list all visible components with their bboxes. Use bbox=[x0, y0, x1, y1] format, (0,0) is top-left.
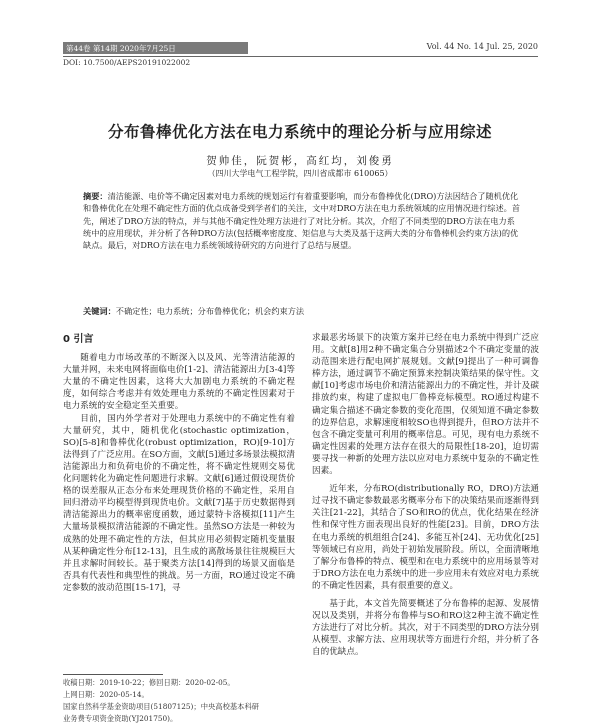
footnote-fund: 国家自然科学基金资助项目(51807125)；中央高校基本科研 bbox=[63, 702, 260, 711]
keywords-text: 不确定性；电力系统；分布鲁棒优化；机会约束方法 bbox=[115, 306, 305, 316]
header-volume-cn: 第44卷 第14期 2020年7月25日 bbox=[66, 44, 176, 53]
footnote-received: 收稿日期：2019-10-22；修回日期：2020-02-05。 bbox=[63, 678, 235, 687]
left-column bbox=[63, 334, 295, 594]
footnote-online: 上网日期：2020-05-14。 bbox=[63, 690, 149, 699]
header-volume-en: Vol. 44 No. 14 Jul. 25, 2020 bbox=[426, 42, 538, 51]
right-column bbox=[312, 332, 539, 658]
section-heading: 0 引言 bbox=[63, 334, 94, 345]
paragraph: 随着电力市场改革的不断深入以及风、光等清洁能源的大量并网，未来电网将面临电价[1-2]、清洁能源出力[3-4]等大量的不确定性因素，这将大大加剧电力系统的不确定程度，如何综合考虑并有效处理电力系统的不确定性因素对于电力系统的安全稳定至关重要。 bbox=[63, 353, 295, 412]
abstract-label: 摘要： bbox=[83, 191, 108, 201]
abstract-text: 清洁能源、电价等不确定因素对电力系统的规划运行有着重要影响，而分布鲁棒优化(DRO)方法因结合了随机优化和鲁棒优化在处理不确定性方面的优点成备受到学者们的关注，文中对DRO方法在电力系统领域的应用情况进行综述。首先，阐述了DRO方法的特点，并与其他不确定性处理方法进行了对比分析。其次，介绍了不同类型的DRO方法在电力系统中的应用现状，并分析了各种DRO方法(包括概率密度度、矩信息与大类及基于这两大类的分布鲁棒机会约束方法)的优缺点。最后，对DRO方法在电力系统领域待研究的方向进行了总结与展望。 bbox=[83, 191, 521, 251]
abstract bbox=[83, 190, 520, 251]
footnote-rule bbox=[63, 674, 163, 675]
paragraph: 基于此，本文首先简要概述了分布鲁棒的起源、发展情况以及类别，并将分布鲁棒与SO和RO这2种主流不确定性方法进行了对比分析。其次，对于不同类型的DRO方法分别从模型、求解方法、应用现状等方面进行介绍，并分析了各自的优缺点。 bbox=[312, 598, 539, 658]
header-rule bbox=[63, 56, 538, 57]
doi[interactable]: DOI: 10.7500/AEPS20191022002 bbox=[63, 58, 191, 67]
paragraph: 目前，国内外学者对于处理电力系统中的不确定性有着大量研究，其中，随机优化(stochastic optimization，SO)[5-8]和鲁棒优化(robust optimization，RO)[9-10]方法得到了广泛应用。在SO方面，文献[5]通过多场景法模拟清洁能源出力和负荷电价的不确定性，将不确定性规则交易优化问题转化为确定性问题进行求解。文献[6]通过假设现货价格的误差服从正态分布来处理现货价格的不确定性，采用自回归滑动平均模型得到现货电价。文献[7]基于历史数据得到清洁能源出力的概率密度函数，通过蒙特卡洛模拟[11]产生大量场景模拟清洁能源的不确定性。虽然SO方法是一种较为成熟的处理不确定性的方法，但其应用必须假定随机变量服从某种确定性分布[12-13]，且生成的离散场景往往规模巨大并且求解时间较长。基于聚类方法[14]得到的场景又面临是否具有代表性和典型性的挑战。另一方面，RO通过设定不确定参数的波动范围[15-17]，寻 bbox=[63, 413, 295, 593]
footnote-fund-cont: 业务费专项资金资助(YJ201750)。 bbox=[63, 714, 178, 723]
keywords-label: 关键词： bbox=[83, 306, 116, 316]
affiliation: （四川大学电气工程学院，四川省成都市 610065） bbox=[207, 169, 393, 178]
authors: 贺帅佳，阮贺彬，高红均，刘俊勇 bbox=[206, 155, 394, 167]
paragraph: 求最恶劣场景下的决策方案并已经在电力系统中得到广泛应用。文献[8]用2种不确定集合分别描述2个不确定变量的波动范围来进行配电网扩展规划。文献[9]提出了一种可调鲁棒方法，通过调节不确定预算来控制决策结果的保守性。文献[10]考虑市场电价和清洁能源出力的不确定性，并计及碳排放约束，构建了虚拟电厂鲁棒竞标模型。RO通过构建不确定集合描述不确定参数的变化范围，仅须知道不确定参数的边界信息，求解速度相较SO也得到提升，但RO方法并不包含不确定变量可利用的概率信息。可见，现有电力系统不确定性因素的处理方法存在很大的局限性[18-20]，迫切需要寻找一种新的处理方法以应对电力系统中复杂的不确定性因素。 bbox=[312, 333, 539, 477]
paragraph: 近年来，分布RO(distributionally RO，DRO)方法通过寻找不确定参数最恶劣概率分布下的决策结果而逐渐得到关注[21-22]，其结合了SO和RO的优点，优化结果在经济性和保守性方面表现出良好的性能[23]。目前，DRO方法在电力系统的机组组合[24]、多能互补[24]、无功优化[25]等领域已有应用，尚处于初始发展阶段。所以，全面清晰地了解分布鲁棒的特点、模型和在电力系统中的应用场景等对于DRO方法在电力系统中的进一步应用未有效应对电力系统的不确定性因素，具有很重要的意义。 bbox=[312, 484, 539, 591]
keywords bbox=[83, 306, 520, 317]
paper-title: 分布鲁棒优化方法在电力系统中的理论分析与应用综述 bbox=[107, 123, 492, 141]
